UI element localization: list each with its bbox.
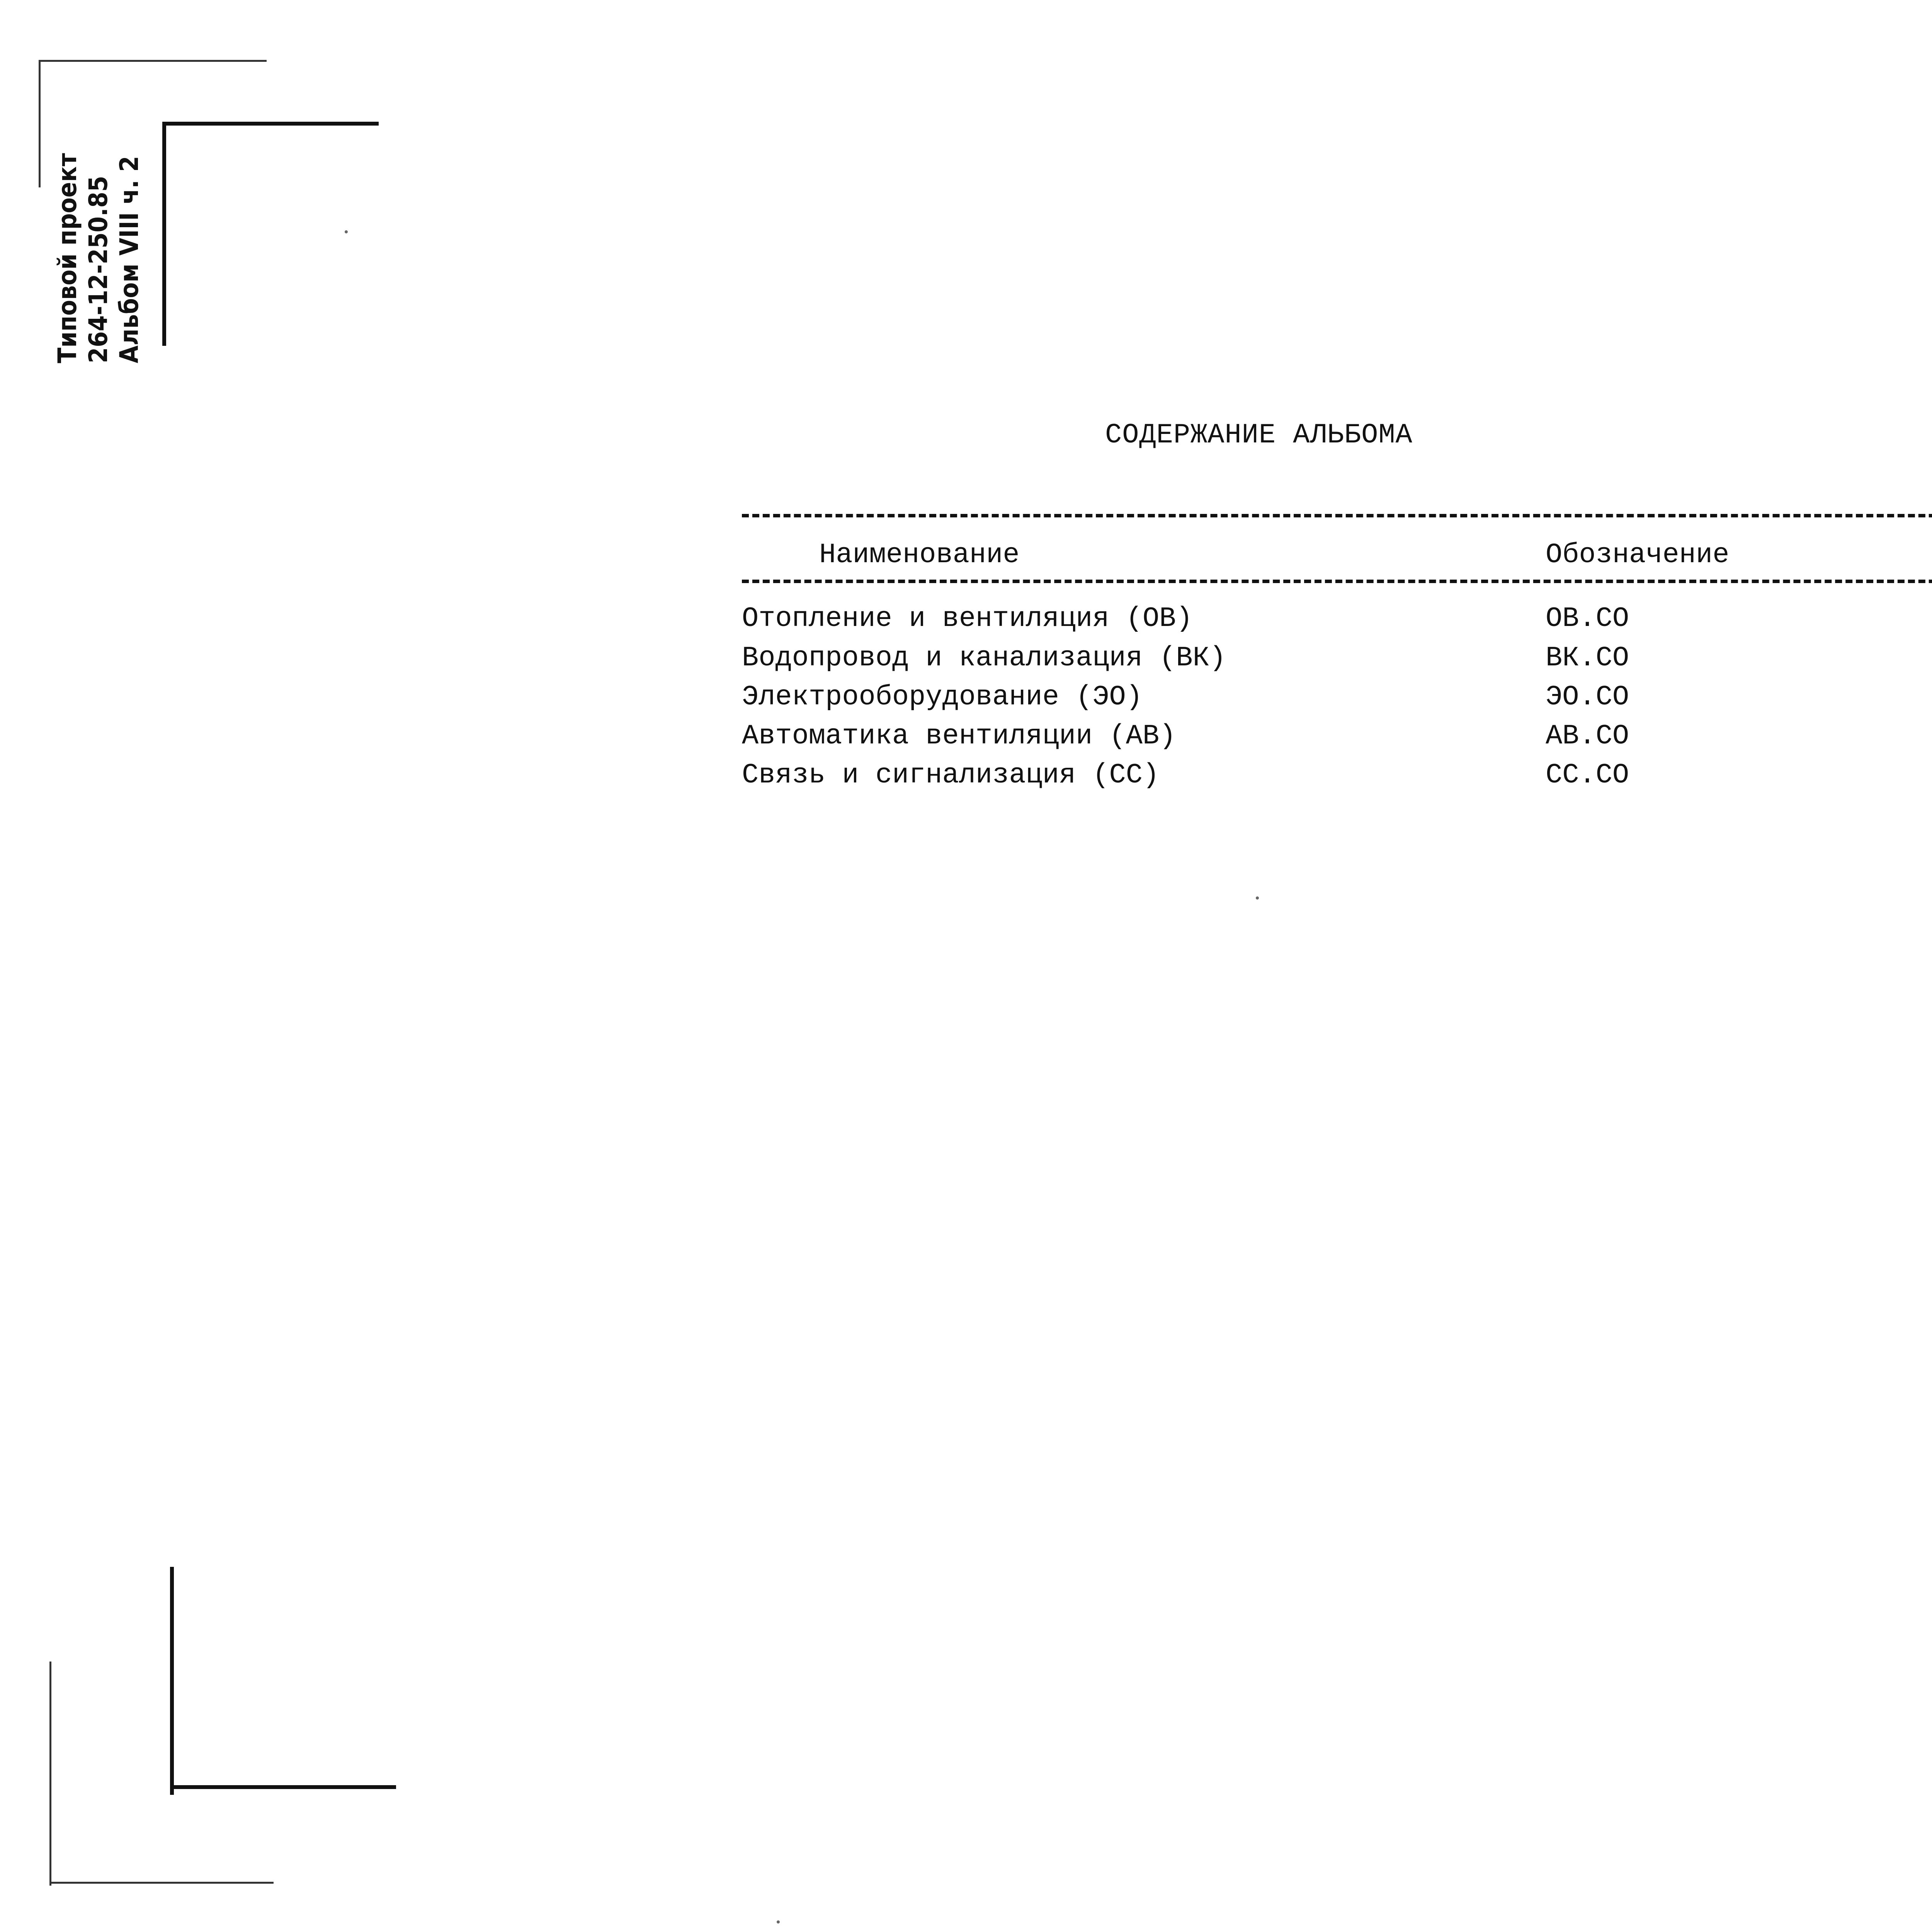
header-designation: Обозначение	[1546, 539, 1730, 571]
project-stamp	[52, 153, 145, 363]
document-title: СОДЕРЖАНИЕ АЛЬБОМА	[1105, 419, 1413, 451]
speck	[345, 230, 348, 233]
corner-mark-bottom-left-outer-h	[49, 1882, 274, 1884]
row-5-designation: СС.СО	[1546, 759, 1629, 791]
speck	[1256, 896, 1259, 900]
corner-mark-bottom-left-inner-v	[170, 1567, 174, 1795]
corner-mark-bottom-left-outer-v	[49, 1662, 51, 1886]
corner-mark-top-left-outer-v	[39, 60, 41, 187]
header-name: Наименование	[819, 539, 1020, 571]
corner-mark-top-left-outer-h	[39, 60, 267, 62]
corner-mark-top-left-inner-h	[162, 122, 379, 126]
stamp-line-1: Типовой проект	[53, 153, 82, 363]
row-1-name: Отопление и вентиляция (ОВ)	[742, 603, 1193, 634]
row-3-designation: ЭО.СО	[1546, 681, 1629, 713]
row-3-name: Электрооборудование (ЭО)	[742, 681, 1143, 713]
corner-mark-top-left-inner-v	[162, 122, 166, 346]
row-2-designation: ВК.СО	[1546, 642, 1629, 674]
table-top-rule	[742, 514, 1932, 517]
corner-mark-bottom-left-inner-h	[170, 1785, 396, 1789]
stamp-line-2: 264-12-250.85	[83, 175, 113, 363]
speck	[777, 1920, 780, 1923]
row-4-name: Автоматика вентиляции (АВ)	[742, 720, 1176, 752]
row-1-designation: ОВ.СО	[1546, 603, 1629, 634]
stamp-line-3: Альбом VIII ч. 2	[114, 156, 144, 363]
table-header-rule	[742, 580, 1932, 583]
row-4-designation: АВ.СО	[1546, 720, 1629, 752]
row-5-name: Связь и сигнализация (СС)	[742, 759, 1160, 791]
row-2-name: Водопровод и канализация (ВК)	[742, 642, 1226, 674]
